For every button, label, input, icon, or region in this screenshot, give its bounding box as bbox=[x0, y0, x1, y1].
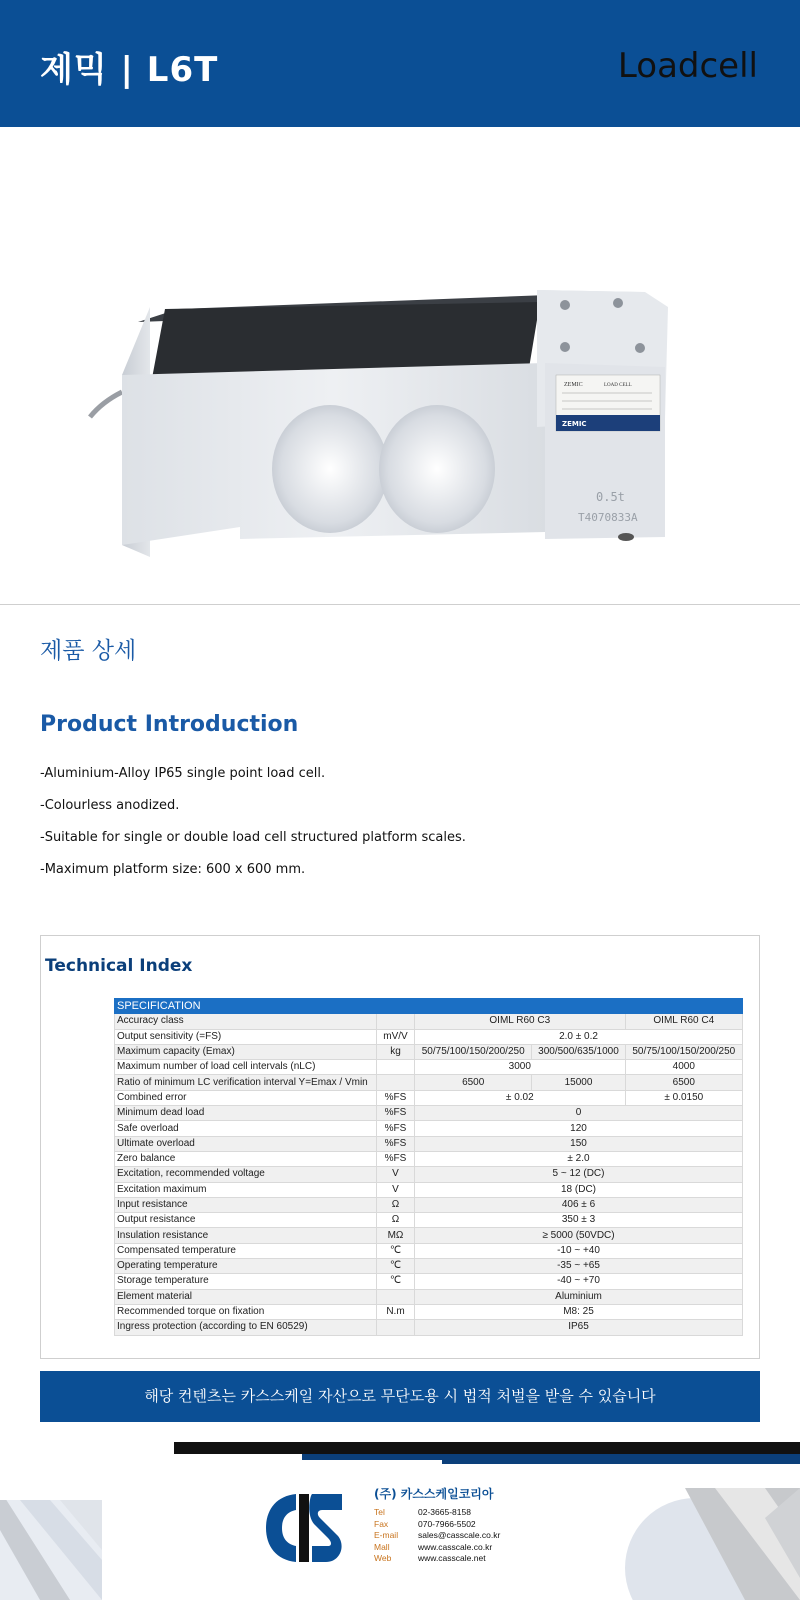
spec-value: ± 0.02 bbox=[415, 1090, 626, 1105]
contact-label: E-mail bbox=[374, 1530, 399, 1541]
contact-row bbox=[374, 1542, 500, 1554]
spec-value: ≥ 5000 (50VDC) bbox=[415, 1228, 743, 1243]
spec-row bbox=[115, 1121, 743, 1136]
contact-label: Web bbox=[374, 1553, 392, 1564]
contact-value: 070-7966-5502 bbox=[418, 1518, 476, 1529]
spec-param: Insulation resistance bbox=[115, 1228, 377, 1243]
footer-bar-black bbox=[174, 1442, 800, 1454]
spec-param: Compensated temperature bbox=[115, 1243, 377, 1258]
spec-unit: ℃ bbox=[377, 1274, 415, 1289]
spec-param: Storage temperature bbox=[115, 1274, 377, 1289]
spec-unit: kg bbox=[377, 1044, 415, 1059]
spec-unit: %FS bbox=[377, 1136, 415, 1151]
spec-value: OIML R60 C4 bbox=[625, 1014, 742, 1029]
decorative-pattern-right bbox=[625, 1478, 800, 1600]
detail-heading: 제품 상세 bbox=[40, 638, 137, 664]
spec-value: -35 ~ +65 bbox=[415, 1259, 743, 1274]
contact-label: Tel bbox=[374, 1507, 385, 1517]
spec-value: 300/500/635/1000 bbox=[532, 1044, 625, 1059]
spec-unit bbox=[377, 1320, 415, 1335]
spec-unit: mV/V bbox=[377, 1029, 415, 1044]
category-title: Loadcell bbox=[617, 46, 758, 86]
spec-param: Excitation, recommended voltage bbox=[115, 1167, 377, 1182]
spec-value: -40 ~ +70 bbox=[415, 1274, 743, 1289]
spec-row bbox=[115, 1044, 743, 1059]
spec-value: 18 (DC) bbox=[415, 1182, 743, 1197]
spec-unit: N.m bbox=[377, 1304, 415, 1319]
spec-unit bbox=[377, 1289, 415, 1304]
spec-header: SPECIFICATION bbox=[115, 999, 743, 1014]
spec-value: 406 ± 6 bbox=[415, 1197, 743, 1212]
product-image-area bbox=[0, 127, 800, 605]
decorative-pattern-left bbox=[0, 1500, 102, 1600]
spec-value: ± 0.0150 bbox=[625, 1090, 742, 1105]
spec-row bbox=[115, 1243, 743, 1258]
spec-value: ± 2.0 bbox=[415, 1151, 743, 1166]
spec-unit: MΩ bbox=[377, 1228, 415, 1243]
spec-row bbox=[115, 1060, 743, 1075]
spec-param: Recommended torque on fixation bbox=[115, 1304, 377, 1319]
serial-mark: T4070833A bbox=[578, 511, 638, 524]
spec-param: Safe overload bbox=[115, 1121, 377, 1136]
spec-value: IP65 bbox=[415, 1320, 743, 1335]
spec-row bbox=[115, 1274, 743, 1289]
spec-param: Output resistance bbox=[115, 1213, 377, 1228]
spec-row bbox=[115, 1182, 743, 1197]
spec-value: -10 ~ +40 bbox=[415, 1243, 743, 1258]
spec-value: 0 bbox=[415, 1106, 743, 1121]
load-cell-image bbox=[0, 127, 800, 605]
spec-unit: V bbox=[377, 1182, 415, 1197]
spec-value: 2.0 ± 0.2 bbox=[415, 1029, 743, 1044]
spec-unit: %FS bbox=[377, 1151, 415, 1166]
spec-param: Combined error bbox=[115, 1090, 377, 1105]
contact-row bbox=[374, 1553, 500, 1565]
spec-value: 50/75/100/150/200/250 bbox=[625, 1044, 742, 1059]
spec-unit: V bbox=[377, 1167, 415, 1182]
spec-row bbox=[115, 1151, 743, 1166]
spec-value: 6500 bbox=[625, 1075, 742, 1090]
spec-unit: Ω bbox=[377, 1213, 415, 1228]
spec-param: Excitation maximum bbox=[115, 1182, 377, 1197]
spec-param: Minimum dead load bbox=[115, 1106, 377, 1121]
spec-value: 350 ± 3 bbox=[415, 1213, 743, 1228]
spec-param: Zero balance bbox=[115, 1151, 377, 1166]
spec-value: 150 bbox=[415, 1136, 743, 1151]
spec-unit: %FS bbox=[377, 1106, 415, 1121]
spec-unit: %FS bbox=[377, 1090, 415, 1105]
spec-unit: Ω bbox=[377, 1197, 415, 1212]
capacity-mark: 0.5t bbox=[596, 490, 625, 504]
contact-label: Fax bbox=[374, 1518, 389, 1529]
spec-param: Accuracy class bbox=[115, 1014, 377, 1029]
intro-item: -Colourless anodized. bbox=[40, 798, 180, 813]
spec-param: Operating temperature bbox=[115, 1259, 377, 1274]
spec-unit: ℃ bbox=[377, 1243, 415, 1258]
contact-list bbox=[374, 1507, 500, 1565]
spec-unit: ℃ bbox=[377, 1259, 415, 1274]
spec-row bbox=[115, 1304, 743, 1319]
spec-row bbox=[115, 1029, 743, 1044]
intro-title: Product Introduction bbox=[40, 712, 299, 737]
spec-row bbox=[115, 1197, 743, 1212]
contact-label: Mall bbox=[374, 1541, 390, 1552]
contact-value: sales@casscale.co.kr bbox=[418, 1530, 501, 1541]
spec-value: 5 ~ 12 (DC) bbox=[415, 1167, 743, 1182]
spec-row bbox=[115, 1090, 743, 1105]
spec-value: M8: 25 bbox=[415, 1304, 743, 1319]
spec-value: OIML R60 C3 bbox=[415, 1014, 626, 1029]
footer-bar-blue-thin bbox=[442, 1460, 800, 1464]
svg-text:ZEMIC: ZEMIC bbox=[562, 420, 587, 428]
spec-row bbox=[115, 1213, 743, 1228]
intro-item: -Suitable for single or double load cell structured platform scales. bbox=[40, 830, 466, 845]
spec-param: Ultimate overload bbox=[115, 1136, 377, 1151]
spec-unit bbox=[377, 1075, 415, 1090]
spec-unit bbox=[377, 1014, 415, 1029]
spec-param: Maximum number of load cell intervals (nLC) bbox=[115, 1060, 377, 1075]
spec-unit bbox=[377, 1060, 415, 1075]
company-logo bbox=[266, 1492, 342, 1564]
contact-value: www.casscale.net bbox=[418, 1553, 486, 1564]
spec-param: Ingress protection (according to EN 60529) bbox=[115, 1320, 377, 1335]
intro-list bbox=[40, 765, 466, 893]
spec-value: 6500 bbox=[415, 1075, 532, 1090]
page-header bbox=[0, 0, 800, 127]
spec-row bbox=[115, 1228, 743, 1243]
spec-row bbox=[115, 1320, 743, 1335]
contact-row bbox=[374, 1519, 500, 1531]
spec-row bbox=[115, 1136, 743, 1151]
brand-title: 제믹 | L6T bbox=[40, 50, 219, 90]
spec-row bbox=[115, 1167, 743, 1182]
intro-item: -Maximum platform size: 600 x 600 mm. bbox=[40, 862, 306, 877]
contact-value: 02-3665-8158 bbox=[418, 1507, 471, 1517]
contact-row bbox=[374, 1507, 500, 1519]
spec-param: Input resistance bbox=[115, 1197, 377, 1212]
spec-row bbox=[115, 1075, 743, 1090]
spec-value: 4000 bbox=[625, 1060, 742, 1075]
technical-index-title: Technical Index bbox=[45, 956, 193, 976]
spec-value: 120 bbox=[415, 1121, 743, 1136]
spec-value: 50/75/100/150/200/250 bbox=[415, 1044, 532, 1059]
spec-param: Maximum capacity (Emax) bbox=[115, 1044, 377, 1059]
technical-index-box bbox=[40, 935, 760, 1359]
cable bbox=[90, 392, 122, 417]
label-brand: ZEMIC bbox=[564, 382, 583, 388]
spec-param: Output sensitivity (=FS) bbox=[115, 1029, 377, 1044]
spec-param: Element material bbox=[115, 1289, 377, 1304]
spec-row bbox=[115, 1259, 743, 1274]
spec-value: 3000 bbox=[415, 1060, 626, 1075]
spec-value: Aluminium bbox=[415, 1289, 743, 1304]
spec-header-row bbox=[115, 999, 743, 1014]
spec-table bbox=[114, 998, 743, 1336]
label-type: LOAD CELL bbox=[604, 383, 632, 388]
spec-param: Ratio of minimum LC verification interval Y=Emax / Vmin bbox=[115, 1075, 377, 1090]
spec-row bbox=[115, 1014, 743, 1029]
spec-value: 15000 bbox=[532, 1075, 625, 1090]
contact-row bbox=[374, 1530, 500, 1542]
intro-item: -Aluminium-Alloy IP65 single point load cell. bbox=[40, 766, 326, 781]
company-name: (주) 카스스케일코리아 bbox=[374, 1487, 494, 1501]
copyright-notice: 해당 컨텐츠는 카스스케일 자산으로 무단도용 시 법적 처벌을 받을 수 있습니다 bbox=[40, 1371, 760, 1422]
spec-row bbox=[115, 1289, 743, 1304]
spec-row bbox=[115, 1106, 743, 1121]
spec-unit: %FS bbox=[377, 1121, 415, 1136]
contact-value: www.casscale.co.kr bbox=[418, 1541, 493, 1552]
